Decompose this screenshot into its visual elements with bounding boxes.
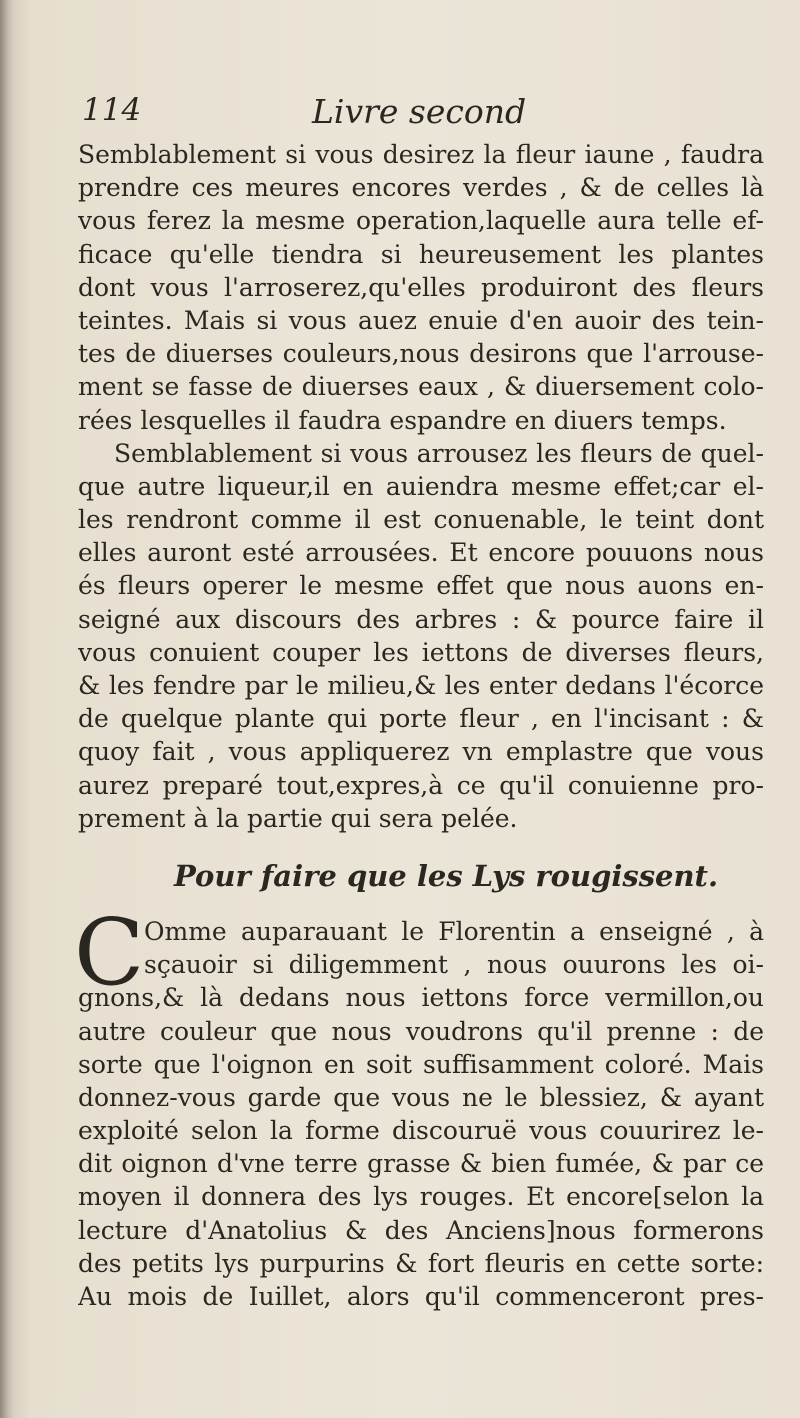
- page-header: [78, 92, 764, 138]
- text-line: Semblablement si vous arrousez les fleurs de quel-: [114, 438, 764, 468]
- text-line: rées lesquelles il faudra espandre en diuers temps.: [78, 405, 727, 435]
- text-line: quoy fait , vous appliquerez vn emplastre que vous: [78, 737, 764, 767]
- text-line: vous conuient couper les iettons de diverses fleurs,: [78, 637, 764, 667]
- text-line: les rendront comme il est conuenable, le teint dont: [78, 505, 764, 535]
- page-number: 114: [82, 92, 142, 128]
- paragraph-3: [74, 898, 764, 1313]
- text-line: lecture d'Anatolius & des Anciens]nous formerons: [78, 1215, 764, 1245]
- text-line: teintes. Mais si vous auez enuie d'en auoir des tein-: [78, 305, 764, 335]
- text-line: ficace qu'elle tiendra si heureusement les plantes: [78, 239, 764, 269]
- text-line: des petits lys purpurins & fort fleuris en cette sorte:: [78, 1248, 764, 1278]
- text-line: gnons,& là dedans nous iettons force vermillon,ou: [78, 983, 764, 1013]
- text-line: aurez preparé tout,expres,à ce qu'il conuienne pro-: [78, 770, 764, 800]
- text-line: prendre ces meures encores verdes , & de celles là: [78, 173, 764, 203]
- page-text-block: [74, 92, 764, 1313]
- text-line: sorte que l'oignon en soit suffisamment coloré. Mais: [78, 1049, 764, 1079]
- text-line: seigné aux discours des arbres : & pource faire il: [78, 604, 764, 634]
- text-line: dit oignon d'vne terre grasse & bien fumée, & par ce: [78, 1149, 764, 1179]
- text-line: Omme auparauant le Florentin a enseigné , à: [144, 916, 764, 946]
- text-line: de quelque plante qui porte fleur , en l'incisant : &: [78, 704, 764, 734]
- paragraph-2: [78, 437, 764, 835]
- text-line: moyen il donnera des lys rouges. Et encore[selon la: [78, 1182, 764, 1212]
- paragraph-1: [78, 138, 764, 437]
- text-line: tes de diuerses couleurs,nous desirons que l'arrouse-: [78, 339, 764, 369]
- text-line: exploité selon la forme discouruë vous couurirez le-: [78, 1116, 764, 1146]
- drop-cap-letter: C: [74, 898, 145, 1006]
- text-line: & les fendre par le milieu,& les enter dedans l'écorce: [78, 671, 764, 700]
- text-line: donnez-vous garde que vous ne le blessiez, & ayant: [78, 1082, 764, 1112]
- section-heading: Pour faire que les Lys rougissent.: [174, 858, 719, 893]
- page-gutter-shadow: [0, 0, 14, 1418]
- text-line: Semblablement si vous desirez la fleur iaune , faudra: [78, 140, 764, 169]
- text-line: és fleurs operer le mesme effet que nous auons en-: [78, 571, 764, 601]
- text-line: autre couleur que nous voudrons qu'il prenne : de: [78, 1016, 764, 1046]
- text-line: que autre liqueur,il en auiendra mesme effet;car el-: [78, 471, 764, 501]
- text-line: sçauoir si diligemment , nous ouurons les oi-: [144, 950, 764, 980]
- text-line: ment se fasse de diuerses eaux , & diuersement colo-: [78, 372, 764, 402]
- text-line: prement à la partie qui sera pelée.: [78, 803, 518, 833]
- text-line: elles auront esté arrousées. Et encore pouuons nous: [78, 538, 764, 568]
- running-title: Livre second: [312, 92, 527, 131]
- text-line: dont vous l'arroserez,qu'elles produiront des fleurs: [78, 272, 764, 302]
- text-line: Au mois de Iuillet, alors qu'il commenceront pres-: [78, 1282, 764, 1311]
- text-line: vous ferez la mesme operation,laquelle aura telle ef-: [78, 206, 764, 236]
